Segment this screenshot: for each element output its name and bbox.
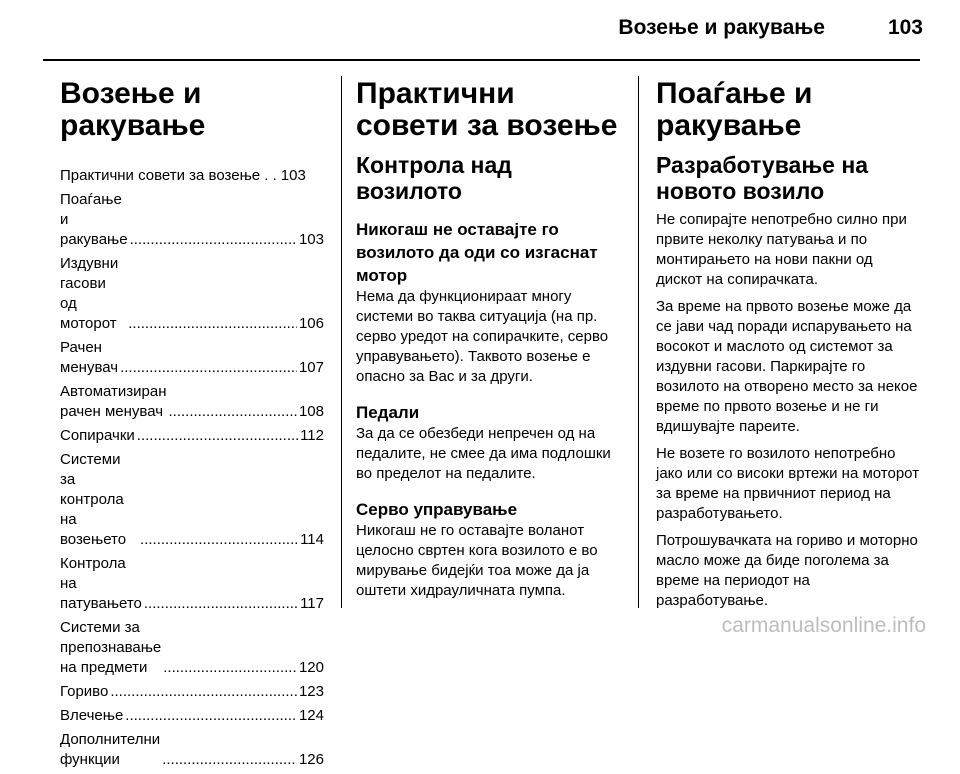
toc-item[interactable] [60,706,324,726]
paragraph: Потрошувачката на гориво и моторно масло може да биде поголема за време на периодот на разработување. [656,532,918,609]
toc-item-label: Поаѓање и ракување [60,191,128,248]
tips-column [356,68,622,608]
toc-item[interactable] [60,730,324,770]
toc-item-label: Сопирачки [60,427,135,444]
paragraph: За време на првото возење може да се јави чад поради испарувањето на восокот и маслото од системот за издувни гасови. Паркирајте го возилото на отворено место за некое време по првото возење и не ги вдишувајте пареите. [656,298,918,435]
toc-item-label: Рачен менувач [60,339,119,376]
toc-item-label: Практични совети за возење . . [60,167,277,184]
topic-text: Нема да функционираат многу системи во таква ситуација (на пр. серво уредот на сопирачките, серво управувањето). Таквото возење е опасно за Вас и за други. [356,288,609,385]
toc-item[interactable] [60,426,324,446]
toc-item-label: Влечење [60,707,124,724]
toc-item-page: 112 [300,427,324,444]
toc-leader [140,530,298,550]
column-divider-1 [341,76,342,608]
toc-item-page: 107 [298,359,324,376]
toc-item-page: 126 [298,751,324,768]
toc-list [60,166,324,770]
section-heading: Поаѓање и ракување [656,77,813,142]
toc-leader [162,750,297,770]
toc-leader [110,682,297,702]
toc-item[interactable] [60,554,324,614]
subsection-heading: Контрола над возилото [356,152,512,204]
toc-leader [169,402,297,422]
topic-heading: Серво управување [356,500,518,519]
toc-item-label: Гориво [60,683,109,700]
toc-item-label: Системи за контрола на возењето [60,451,127,548]
toc-item[interactable] [60,166,324,186]
toc-item-page: 117 [300,595,324,612]
toc-item-page: 120 [298,659,324,676]
toc-item-label: Автоматизиран рачен менувач [60,383,167,420]
topic-heading: Педали [356,403,420,422]
paragraph: Не сопирајте непотребно силно при првите неколку патувања и по монтирањето на нови пакни од дискот на сопирачката. [656,211,907,288]
toc-leader [144,594,298,614]
toc-leader [130,230,297,250]
section-heading: Практични совети за возење [356,77,618,142]
toc-item-label: Дополнителни функции [60,731,161,768]
toc-item-page: 108 [298,403,324,420]
watermark: carmanualsonline.info [721,614,926,637]
toc-item-page: 114 [300,531,324,548]
paragraph: Не возете го возилото непотребно јако или со високи вртежи на моторот за време на првичниот период на разработувањето. [656,445,920,522]
toc-leader [120,358,297,378]
toc-leader [137,426,298,446]
toc-item[interactable] [60,254,324,334]
running-header-title: Возење и ракување [618,16,825,39]
toc-item-page: 123 [298,683,324,700]
column-divider-2 [638,76,639,608]
toc-item[interactable] [60,338,324,378]
toc-column [60,68,324,774]
page-number: 103 [887,16,923,39]
toc-item-page: 103 [298,231,324,248]
toc-item-page: 103 [280,167,306,184]
toc-item-page: 124 [298,707,324,724]
toc-item-label: Системи за препознавање на предмети [60,619,162,676]
toc-leader [163,658,297,678]
toc-item-page: 106 [298,315,324,332]
toc-item[interactable] [60,618,324,678]
toc-leader [125,706,297,726]
toc-item[interactable] [60,450,324,550]
toc-item[interactable] [60,382,324,422]
header-divider [43,59,920,61]
starting-column [656,68,922,618]
toc-item[interactable] [60,190,324,250]
toc-item[interactable] [60,682,324,702]
toc-heading: Возење и ракување [60,77,206,142]
subsection-heading: Разработување на новото возило [656,152,869,204]
toc-leader [128,314,297,334]
topic-text: За да се обезбеди непречен од на педалите, не смее да има подлошки во пределот на педалите. [356,425,611,482]
topic-text: Никогаш не го оставајте воланот целосно свртен кога возилото е во мирување бидејќи тоа може да ја оштети хидрауличната пумпа. [356,522,598,599]
toc-item-label: Контрола на патувањето [60,555,142,612]
toc-item-label: Издувни гасови од моторот [60,255,119,332]
topic-heading: Никогаш не оставајте го возилото да оди со изгаснат мотор [356,220,598,285]
